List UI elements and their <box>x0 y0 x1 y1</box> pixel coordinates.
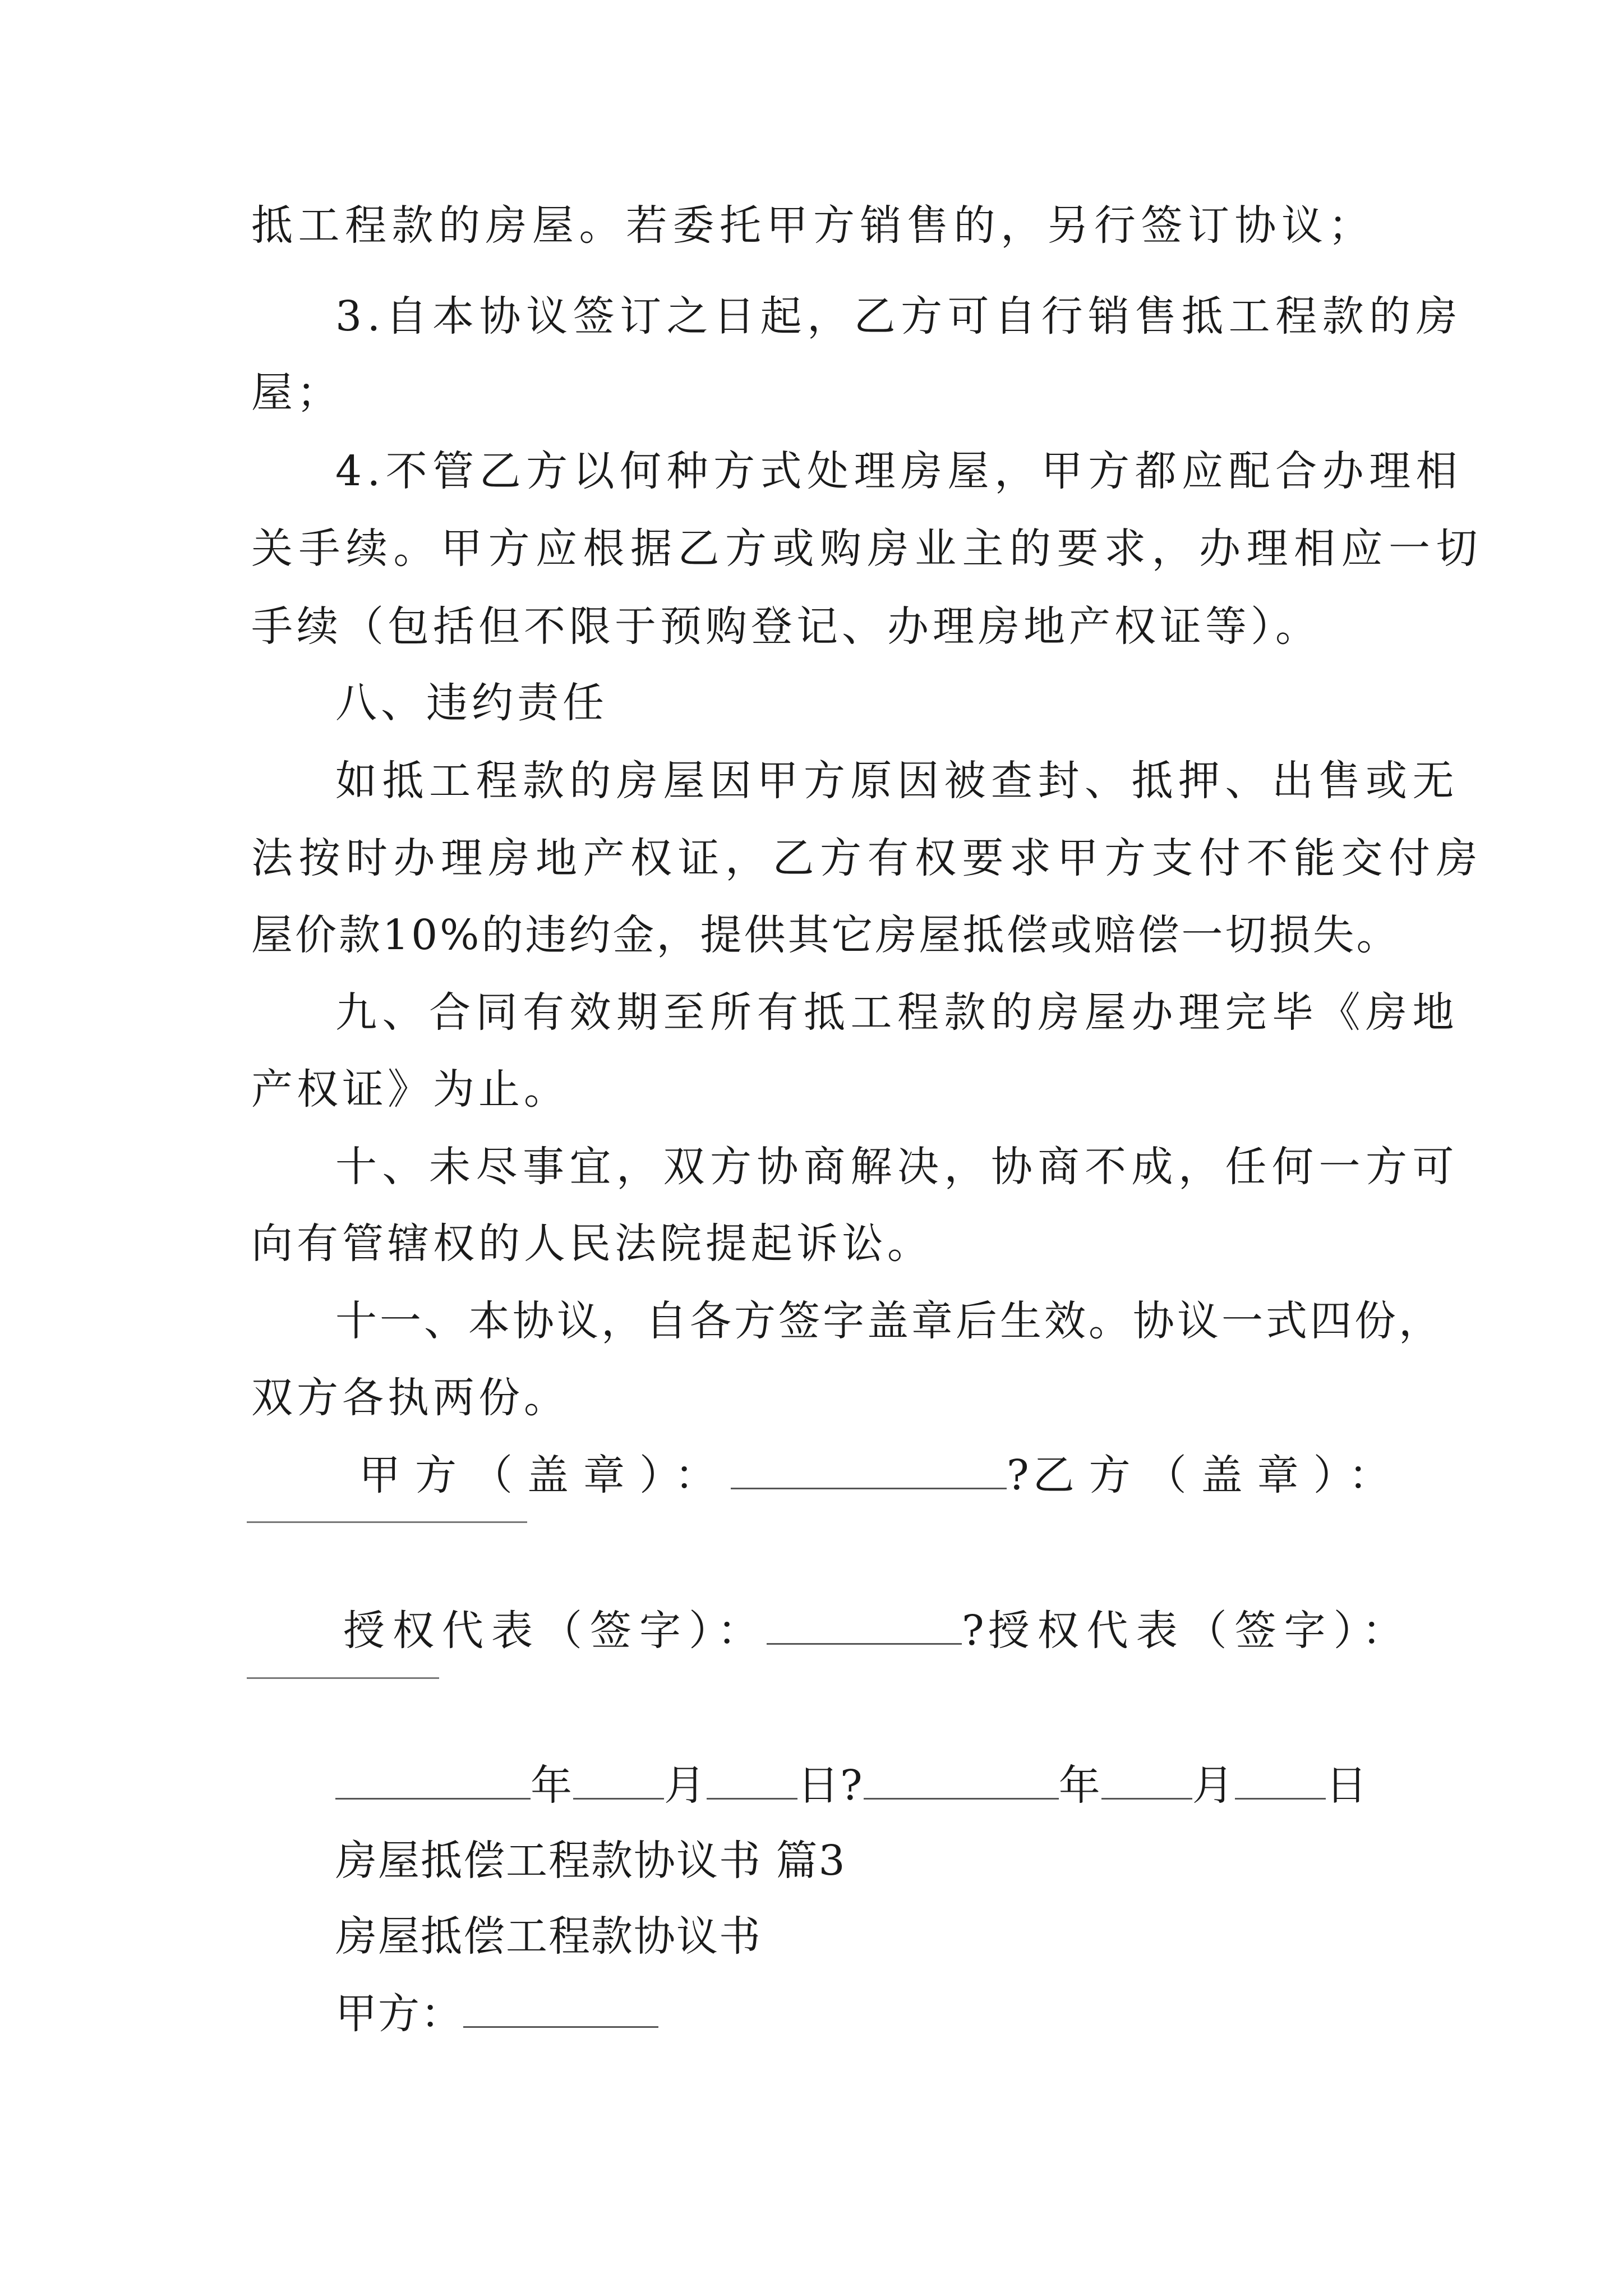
section-heading-part-3: 房屋抵偿工程款协议书 篇3 <box>335 1837 846 1885</box>
representative-line <box>343 1603 1412 1659</box>
validity-clause-continuation: 产权证》为止。 <box>251 1065 569 1114</box>
effect-clause-line: 十一、本协议，自各方签字盖章后生效。协议一式四份， <box>335 1297 1443 1345</box>
agreement-title: 房屋抵偿工程款协议书 <box>335 1912 762 1961</box>
party-a-label: 甲方： <box>335 1990 463 2038</box>
seal-line <box>359 1447 1405 1503</box>
paragraph-line: 抵工程款的房屋。若委托甲方销售的，另行签订协议； <box>251 201 1375 250</box>
party-a-line <box>335 1986 658 2042</box>
clause-4-line: 4.不管乙方以何种方式处理房屋，甲方都应配合办理相 <box>335 447 1463 495</box>
separator-mark: ? <box>840 1761 864 1810</box>
month-label: 月 <box>1192 1761 1235 1810</box>
breach-clause-line: 如抵工程款的房屋因甲方原因被查封、抵押、出售或无 <box>335 757 1459 805</box>
breach-clause-continuation: 屋价款10%的违约金，提供其它房屋抵偿或赔偿一切损失。 <box>251 911 1400 959</box>
party-b-month-blank[interactable] <box>1101 1764 1192 1800</box>
date-line <box>335 1757 1368 1814</box>
party-b-representative-label: 授权代表（签字）： <box>988 1607 1412 1655</box>
party-a-month-blank[interactable] <box>573 1764 664 1800</box>
day-label: 日 <box>797 1761 840 1810</box>
clause-4-continuation: 手续（包括但不限于预购登记、办理房地产权证等）。 <box>251 602 1321 651</box>
clause-3-line: 3.自本协议签订之日起，乙方可自行销售抵工程款的房 <box>335 292 1463 341</box>
party-a-year-blank[interactable] <box>335 1764 531 1800</box>
month-label: 月 <box>664 1761 707 1810</box>
separator-mark: ? <box>1007 1451 1033 1499</box>
clause-4-continuation: 关手续。甲方应根据乙方或购房业主的要求，办理相应一切 <box>251 524 1483 573</box>
year-label: 年 <box>1058 1761 1101 1810</box>
party-b-day-blank[interactable] <box>1235 1764 1326 1800</box>
validity-clause-line: 九、合同有效期至所有抵工程款的房屋办理完毕《房地 <box>335 988 1459 1037</box>
party-b-representative-blank[interactable] <box>247 1677 439 1679</box>
dispute-clause-continuation: 向有管辖权的人民法院提起诉讼。 <box>251 1220 933 1268</box>
clause-3-continuation: 屋； <box>251 369 342 417</box>
year-label: 年 <box>531 1761 573 1810</box>
party-a-seal-label: 甲方（盖章）： <box>359 1451 731 1499</box>
party-a-representative-blank[interactable] <box>767 1609 962 1645</box>
breach-clause-continuation: 法按时办理房地产权证，乙方有权要求甲方支付不能交付房 <box>251 834 1483 882</box>
party-a-representative-label: 授权代表（签字）： <box>343 1607 767 1655</box>
effect-clause-continuation: 双方各执两份。 <box>251 1374 569 1422</box>
separator-mark: ? <box>962 1607 988 1655</box>
section-heading-breach: 八、违约责任 <box>335 679 608 727</box>
party-b-seal-label: 乙方（盖章）： <box>1032 1451 1405 1499</box>
party-a-name-blank[interactable] <box>463 1993 658 2028</box>
party-b-year-blank[interactable] <box>864 1764 1059 1800</box>
dispute-clause-line: 十、未尽事宜，双方协商解决，协商不成，任何一方可 <box>335 1143 1459 1191</box>
day-label: 日 <box>1325 1761 1368 1810</box>
party-b-seal-blank[interactable] <box>247 1521 527 1523</box>
party-a-day-blank[interactable] <box>707 1764 797 1800</box>
party-a-seal-blank[interactable] <box>731 1454 1007 1489</box>
